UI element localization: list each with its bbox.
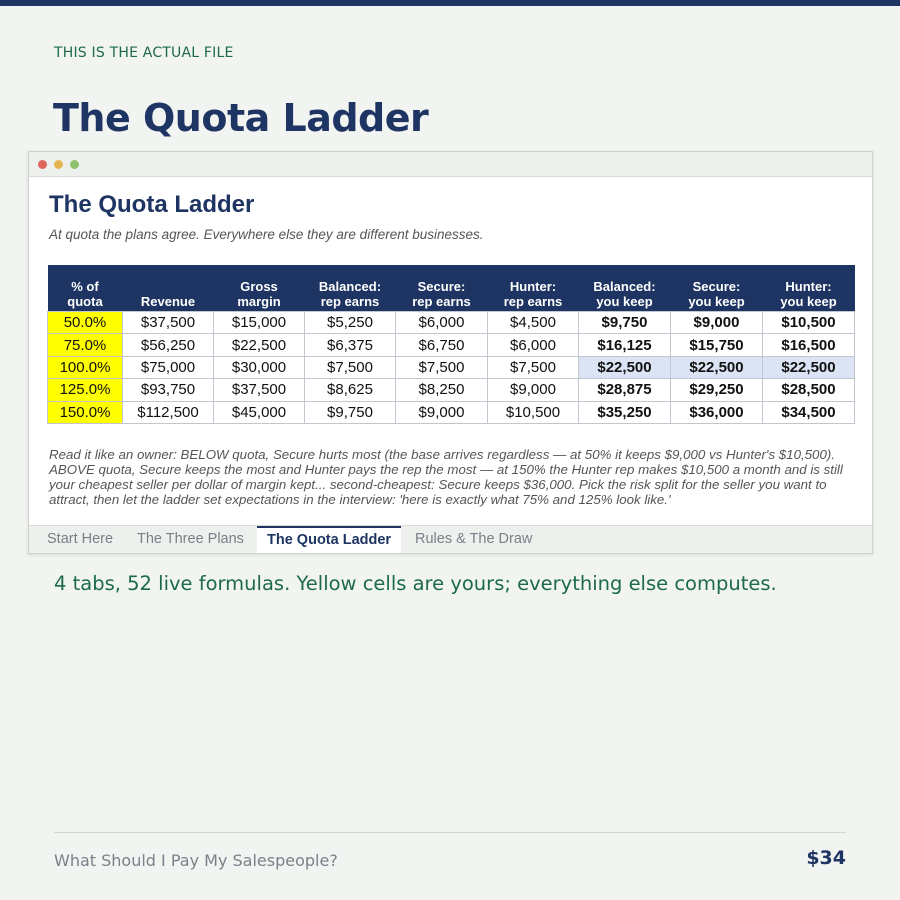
- eyebrow-label: THIS IS THE ACTUAL FILE: [54, 45, 234, 61]
- table-cell[interactable]: $93,750: [123, 379, 214, 401]
- column-header-line: Secure:: [417, 279, 466, 294]
- table-row: [48, 312, 855, 334]
- column-header-line: you keep: [688, 294, 745, 309]
- you-keep-cell[interactable]: $16,500: [763, 334, 855, 356]
- column-header-line: Balanced:: [318, 279, 382, 294]
- table-cell[interactable]: $6,000: [396, 312, 488, 334]
- sheet-tab-bar: [29, 525, 872, 553]
- table-cell[interactable]: $5,250: [305, 312, 396, 334]
- table-cell[interactable]: $8,625: [305, 379, 396, 401]
- you-keep-cell[interactable]: $9,000: [671, 312, 763, 334]
- table-cell[interactable]: $37,500: [123, 312, 214, 334]
- minimize-window-dot[interactable]: [54, 160, 63, 169]
- table-cell[interactable]: $22,500: [214, 334, 305, 356]
- column-header-line: % of: [71, 279, 99, 294]
- table-cell[interactable]: $10,500: [488, 401, 579, 423]
- column-header-line: Hunter:: [785, 279, 832, 294]
- table-cell[interactable]: $4,500: [488, 312, 579, 334]
- you-keep-cell[interactable]: $28,500: [763, 379, 855, 401]
- maximize-window-dot[interactable]: [70, 160, 79, 169]
- column-header-line: you keep: [780, 294, 837, 309]
- you-keep-cell[interactable]: $16,125: [579, 334, 671, 356]
- column-header-line: quota: [67, 294, 103, 309]
- footer-divider: [54, 832, 846, 833]
- column-header-line: you keep: [596, 294, 653, 309]
- column-header: [763, 265, 855, 312]
- you-keep-cell[interactable]: $22,500: [671, 356, 763, 378]
- column-header-line: rep earns: [503, 294, 563, 309]
- sheet-tab[interactable]: The Three Plans: [137, 531, 244, 547]
- sheet-tab[interactable]: Rules & The Draw: [415, 531, 533, 547]
- table-cell[interactable]: $37,500: [214, 379, 305, 401]
- feature-caption: 4 tabs, 52 live formulas. Yellow cells are yours; everything else computes.: [54, 572, 777, 595]
- column-header: [396, 265, 488, 312]
- price-label: $34: [806, 847, 846, 869]
- you-keep-cell[interactable]: $15,750: [671, 334, 763, 356]
- column-header: [123, 265, 214, 312]
- you-keep-cell[interactable]: $29,250: [671, 379, 763, 401]
- table-row: [48, 401, 855, 423]
- column-header: [671, 265, 763, 312]
- quota-input-cell[interactable]: 150.0%: [48, 401, 123, 423]
- table-cell[interactable]: $7,500: [396, 356, 488, 378]
- sheet-title: The Quota Ladder: [49, 191, 255, 218]
- close-window-dot[interactable]: [38, 160, 47, 169]
- quota-input-cell[interactable]: 125.0%: [48, 379, 123, 401]
- sheet-tab[interactable]: The Quota Ladder: [257, 526, 401, 553]
- table-cell[interactable]: $6,750: [396, 334, 488, 356]
- sheet-area: [29, 177, 872, 526]
- reading-note: Read it like an owner: BELOW quota, Secure hurts most (the base arrives regardless — at 50% it keeps $9,000 vs Hunter's $10,500). ABOVE quota, Secure keeps the most and Hunter pays the rep the most — at 150% the Hunter rep makes $10,500 a month and is still your cheapest seller per dollar of margin kept... second-cheapest: Secure keeps $36,000. Pick the risk split for the seller you want to attract, then let the ladder set expectations in the interview: 'here is exactly what 75% and 125% look like.': [49, 447, 843, 507]
- table-row: [48, 356, 855, 378]
- column-header-line: Gross: [240, 279, 278, 294]
- you-keep-cell[interactable]: $9,750: [579, 312, 671, 334]
- quota-input-cell[interactable]: 100.0%: [48, 356, 123, 378]
- table-cell[interactable]: $112,500: [123, 401, 214, 423]
- table-row: [48, 379, 855, 401]
- table-cell[interactable]: $30,000: [214, 356, 305, 378]
- column-header-line: rep earns: [412, 294, 471, 309]
- you-keep-cell[interactable]: $22,500: [579, 356, 671, 378]
- table-cell[interactable]: $9,000: [396, 401, 488, 423]
- quota-input-cell[interactable]: 75.0%: [48, 334, 123, 356]
- table-cell[interactable]: $8,250: [396, 379, 488, 401]
- table-row: [48, 334, 855, 356]
- column-header-line: Secure:: [692, 279, 741, 294]
- window-titlebar: [29, 152, 872, 177]
- column-header-line: margin: [237, 294, 281, 309]
- top-accent-bar: [0, 0, 900, 6]
- column-header: [579, 265, 671, 312]
- table-cell[interactable]: $15,000: [214, 312, 305, 334]
- table-cell[interactable]: $7,500: [488, 356, 579, 378]
- product-name: What Should I Pay My Salespeople?: [54, 851, 338, 870]
- column-header-line: Balanced:: [593, 279, 656, 294]
- table-cell[interactable]: $7,500: [305, 356, 396, 378]
- table-cell[interactable]: $56,250: [123, 334, 214, 356]
- table-cell[interactable]: $75,000: [123, 356, 214, 378]
- column-header: [214, 265, 305, 312]
- sheet-tab[interactable]: Start Here: [47, 531, 114, 547]
- table-cell[interactable]: $9,000: [488, 379, 579, 401]
- you-keep-cell[interactable]: $10,500: [763, 312, 855, 334]
- page-headline: The Quota Ladder: [53, 96, 429, 140]
- table-cell[interactable]: $9,750: [305, 401, 396, 423]
- quota-ladder-table: [47, 265, 855, 424]
- column-header-line: rep earns: [320, 294, 380, 309]
- column-header: [305, 265, 396, 312]
- table-cell[interactable]: $6,375: [305, 334, 396, 356]
- you-keep-cell[interactable]: $35,250: [579, 401, 671, 423]
- column-header: [48, 265, 123, 312]
- table-cell[interactable]: $6,000: [488, 334, 579, 356]
- column-header-line: Revenue: [140, 294, 196, 309]
- you-keep-cell[interactable]: $36,000: [671, 401, 763, 423]
- table-header-row: [48, 265, 855, 312]
- quota-input-cell[interactable]: 50.0%: [48, 312, 123, 334]
- table-cell[interactable]: $45,000: [214, 401, 305, 423]
- you-keep-cell[interactable]: $22,500: [763, 356, 855, 378]
- column-header-line: Hunter:: [509, 279, 557, 294]
- you-keep-cell[interactable]: $28,875: [579, 379, 671, 401]
- sheet-subtitle: At quota the plans agree. Everywhere else they are different businesses.: [49, 227, 484, 242]
- spreadsheet-window: [28, 151, 873, 554]
- you-keep-cell[interactable]: $34,500: [763, 401, 855, 423]
- column-header: [488, 265, 579, 312]
